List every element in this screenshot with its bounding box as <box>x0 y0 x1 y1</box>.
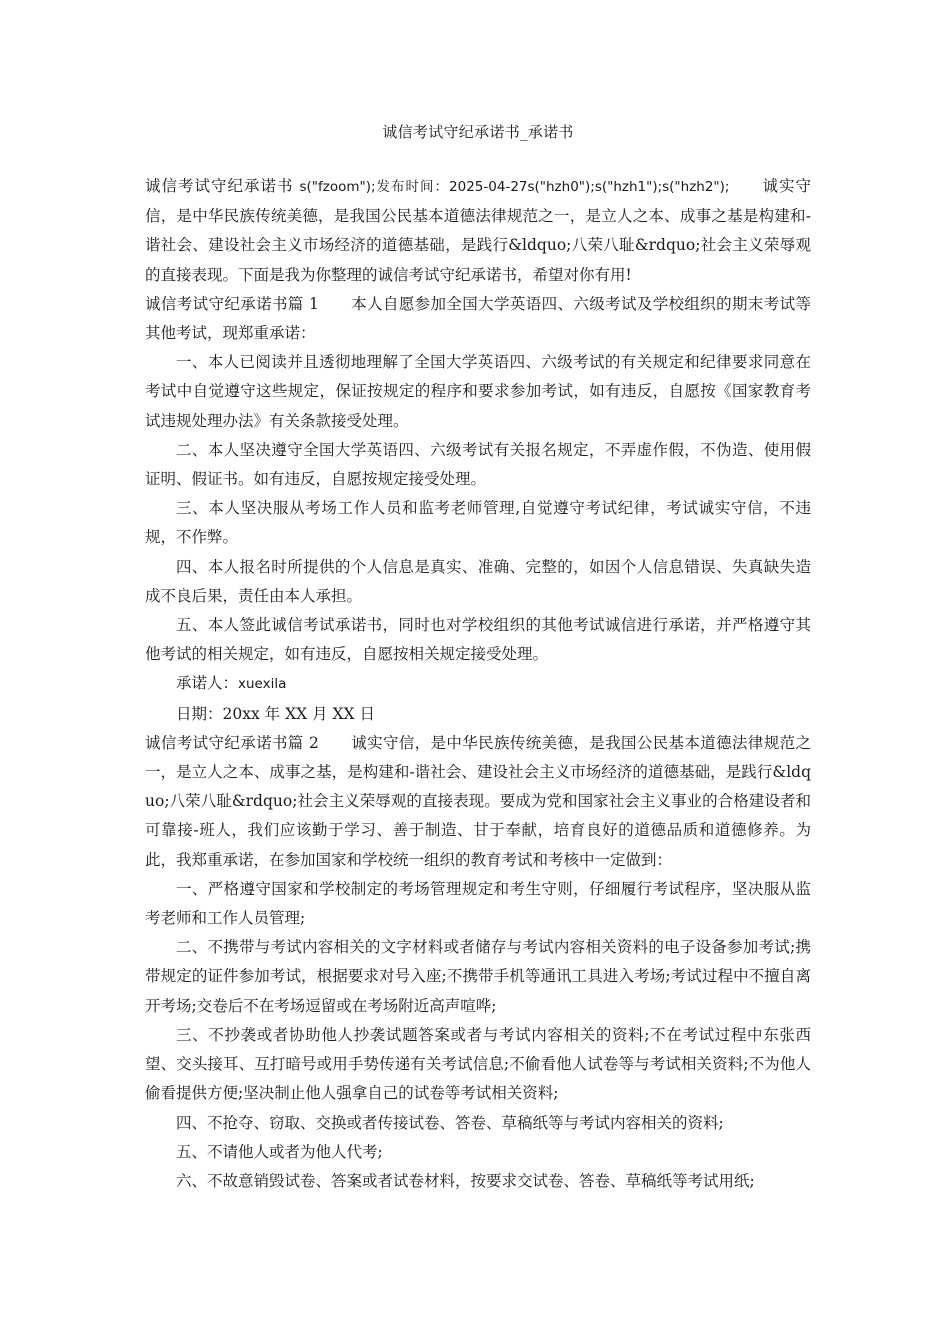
section2-item: 六、不故意销毁试卷、答案或者试卷材料，按要求交试卷、答卷、草稿纸等考试用纸; <box>176 1171 755 1190</box>
intro-code: s("fzoom");发布时间：2025-04-27s("hzh0");s("hzh1");s("hzh2"); <box>299 179 730 195</box>
date-value: 20xx 年 XX 月 XX 日 <box>222 704 375 723</box>
signer-label: 承诺人： <box>176 674 239 693</box>
section2-item: 五、不请他人或者为他人代考; <box>176 1142 383 1161</box>
section2-item: 四、不抢夺、窃取、交换或者传接试卷、答卷、草稿纸等与考试内容相关的资料; <box>176 1113 724 1132</box>
date-label: 日期： <box>176 704 223 723</box>
section2-item: 一、严格遵守国家和学校制定的考场管理规定和考生守则，仔细履行考试程序，坚决服从监考老师和工作人员管理; <box>145 879 811 928</box>
intro-text: 诚实守信，是中华民族传统美德，是我国公民基本道德法律规范之一，是立人之本、成事之基是构建和-谐社会、建设社会主义市场经济的道德基础，是践行&ldquo;八荣八耻&rdquo;社会主义荣辱观的直接表现。下面是我为你整理的诚信考试守纪承诺书，希望对你有用! <box>145 177 811 284</box>
date-line <box>145 700 811 729</box>
section1-intro: 本人自愿参加全国大学英语四、六级考试及学校组织的期末考试等其他考试，现郑重承诺： <box>145 294 811 343</box>
section1-item: 一、本人已阅读并且透彻地理解了全国大学英语四、六级考试的有关规定和纪律要求同意在考试中自觉遵守这些规定，保证按规定的程序和要求参加考试，如有违反，自愿按《国家教育考试违规处理办法》有关条款接受处理。 <box>145 353 811 430</box>
section1-heading: 诚信考试守纪承诺书篇 1 <box>145 294 319 313</box>
intro-prefix: 诚信考试守纪承诺书 <box>145 177 300 195</box>
section1-item: 三、本人坚决服从考场工作人员和监考老师管理,自觉遵守考试纪律，考试诚实守信，不违规，不作弊。 <box>145 499 811 547</box>
section2-item: 二、不携带与考试内容相关的文字材料或者储存与考试内容相关资料的电子设备参加考试;携带规定的证件参加考试，根据要求对号入座;不携带手机等通讯工具进入考场;考试过程中不擅自离开考场;交卷后不在考场逗留或在考场附近高声喧哗; <box>145 938 811 1015</box>
section2-heading: 诚信考试守纪承诺书篇 2 <box>145 733 319 752</box>
section2-item: 三、不抄袭或者协助他人抄袭试题答案或者与考试内容相关的资料;不在考试过程中东张西望、交头接耳、互打暗号或用手势传递有关考试信息;不偷看他人试卷等与考试相关资料;不为他人偷看提供方便;坚决制止他人强拿自己的试卷等考试相关资料; <box>145 1025 811 1103</box>
intro-paragraph <box>145 172 811 290</box>
document-title: 诚信考试守纪承诺书_承诺书 <box>382 123 574 141</box>
section2-intro: 诚实守信，是中华民族传统美德，是我国公民基本道德法律规范之一，是立人之本、成事之基，是构建和-谐社会、建设社会主义市场经济的道德基础，是践行&ldquo;八荣八耻&rdquo;社会主义荣辱观的直接表现。要成为党和国家社会主义事业的合格建设者和可靠接-班人，我们应该勤于学习、善于制造、甘于奉献，培育良好的道德品质和道德修养。为此，我郑重承诺，在参加国家和学校统一组织的教育考试和考核中一定做到： <box>145 733 811 869</box>
section2-intro-paragraph <box>145 729 811 875</box>
document-page <box>145 122 811 1196</box>
section1-intro-paragraph <box>145 290 811 348</box>
section1-item: 二、本人坚决遵守全国大学英语四、六级考试有关报名规定，不弄虚作假，不伪造、使用假证明、假证书。如有违反，自愿按规定接受处理。 <box>145 440 811 489</box>
section1-item: 四、本人报名时所提供的个人信息是真实、准确、完整的，如因个人信息错误、失真缺失造成不良后果，责任由本人承担。 <box>145 557 811 605</box>
section1-item: 五、本人签此诚信考试承诺书，同时也对学校组织的其他考试诚信进行承诺，并严格遵守其他考试的相关规定，如有违反，自愿按相关规定接受处理。 <box>145 616 811 664</box>
signer-line <box>145 669 811 699</box>
signer-name: xuexila <box>238 676 287 693</box>
